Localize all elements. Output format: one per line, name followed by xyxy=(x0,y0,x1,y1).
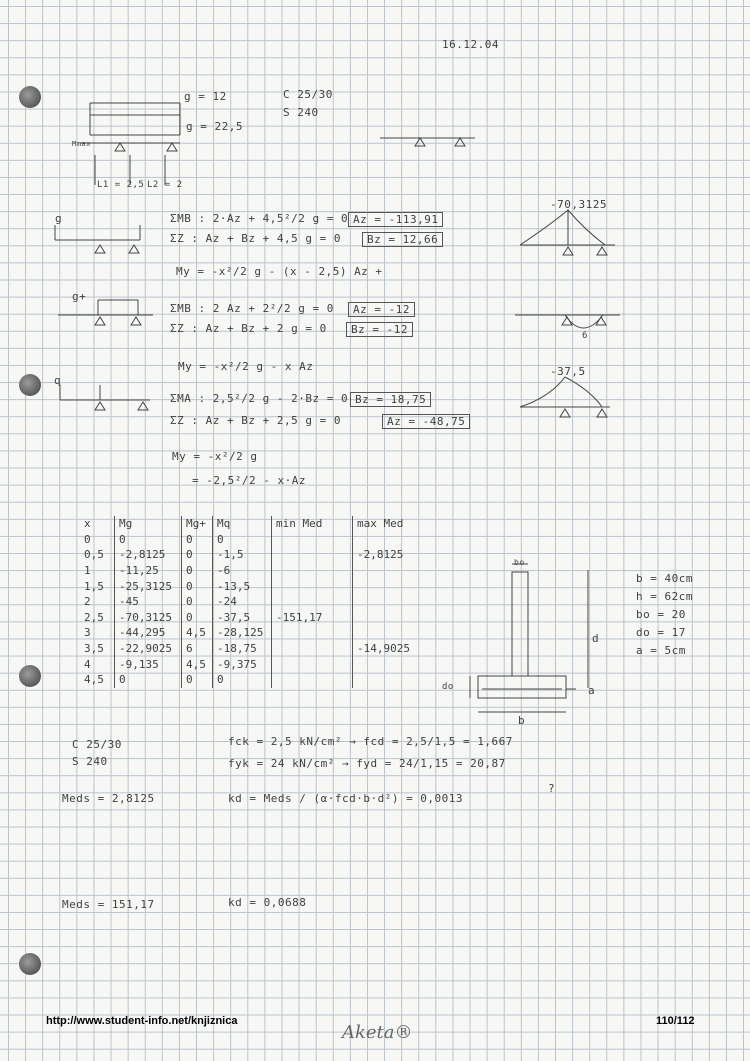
table-cell: 0 xyxy=(115,532,182,548)
table-cell: 0 xyxy=(182,532,213,548)
table-cell xyxy=(272,641,353,657)
date: 16.12.04 xyxy=(442,38,499,51)
calc-fyk: fyk = 24 kN/cm² → fyd = 24/1,15 = 20,87 xyxy=(228,757,506,770)
table-cell: -13,5 xyxy=(213,578,272,594)
table-cell xyxy=(353,672,442,688)
table-row xyxy=(80,578,441,594)
table-cell xyxy=(272,578,353,594)
table-cell xyxy=(353,563,442,579)
table-cell: -9,135 xyxy=(115,656,182,672)
table-cell xyxy=(353,594,442,610)
case-q-moment-eq1: My = -x²/2 g xyxy=(172,450,258,463)
table-cell: 0 xyxy=(84,532,91,546)
section-label-bo: bo xyxy=(514,558,525,567)
calc-fck: fck = 2,5 kN/cm² → fcd = 2,5/1,5 = 1,667 xyxy=(228,735,513,748)
case-gplus-moment-eq: My = -x²/2 g - x Az xyxy=(178,360,314,373)
table-row xyxy=(80,641,441,657)
table-cell: 0 xyxy=(182,672,213,688)
label-span1: L1 = 2,5 xyxy=(97,180,145,190)
table-cell: 4,5 xyxy=(182,625,213,641)
table-header: Mq xyxy=(213,516,272,532)
table-cell: -22,9025 xyxy=(115,641,182,657)
table-row xyxy=(80,594,441,610)
table-cell: -14,9025 xyxy=(353,641,442,657)
table-cell: 0 xyxy=(182,563,213,579)
table-row xyxy=(80,672,441,688)
section-label-d: d xyxy=(592,632,600,645)
table-header: x xyxy=(84,517,91,531)
case-g-label: g xyxy=(55,212,63,225)
case-g-beam xyxy=(50,225,150,260)
calc-question: ? xyxy=(548,782,556,795)
table-cell: 3,5 xyxy=(84,642,104,656)
case-gplus-result-bz: Bz = -12 xyxy=(346,322,413,337)
table-cell: 6 xyxy=(182,641,213,657)
case-q-moment-diagram xyxy=(520,372,620,427)
table-cell xyxy=(353,532,442,548)
label-span2: L2 = 2 xyxy=(147,180,183,190)
table-cell: 4,5 xyxy=(84,673,104,687)
case-g-result-az: Az = -113,91 xyxy=(348,212,443,227)
case-gplus-eq1: ΣMB : 2 Az + 2²/2 g = 0 xyxy=(170,302,334,315)
binder-hole xyxy=(19,665,41,687)
table-row xyxy=(80,547,441,563)
case-gplus-beam xyxy=(58,295,158,330)
moment-table xyxy=(80,516,441,688)
table-cell: 2 xyxy=(84,595,91,609)
table-cell xyxy=(353,610,442,626)
table-cell: 4,5 xyxy=(182,656,213,672)
table-row xyxy=(80,532,441,548)
case-q-beam xyxy=(55,380,155,425)
section-dim-do: do = 17 xyxy=(636,626,686,639)
table-cell: -24 xyxy=(213,594,272,610)
section-label-a: a xyxy=(588,684,596,697)
table-cell: -44,295 xyxy=(115,625,182,641)
case-q-diagram-value: -37,5 xyxy=(550,365,586,378)
case-gplus-diagram-value: 6 xyxy=(582,331,588,341)
calc-kd1: kd = Meds / (α·fcd·b·d²) = 0,0013 xyxy=(228,792,464,805)
label-g: g = 12 xyxy=(184,90,227,103)
case-q-result-bz: Bz = 18,75 xyxy=(350,392,431,407)
table-cell: 0 xyxy=(115,672,182,688)
table-cell xyxy=(272,656,353,672)
table-cell: 0 xyxy=(182,610,213,626)
table-cell: 0 xyxy=(182,547,213,563)
table-cell: -28,125 xyxy=(213,625,272,641)
section-label-do: do xyxy=(442,682,454,692)
calc-steel: S 240 xyxy=(72,755,108,768)
label-q: g = 22,5 xyxy=(186,120,243,133)
table-cell: -2,8125 xyxy=(353,547,442,563)
calc-meds2: Meds = 151,17 xyxy=(62,898,155,911)
binder-hole xyxy=(19,374,41,396)
table-cell xyxy=(272,594,353,610)
table-cell: 0 xyxy=(182,578,213,594)
table-cell xyxy=(272,625,353,641)
case-q-eq2: ΣZ : Az + Bz + 2,5 g = 0 xyxy=(170,414,341,427)
table-cell: 2,5 xyxy=(84,610,104,624)
section-label-b: b xyxy=(518,714,526,727)
table-cell xyxy=(353,656,442,672)
calc-concrete: C 25/30 xyxy=(72,738,122,751)
case-gplus-eq2: ΣZ : Az + Bz + 2 g = 0 xyxy=(170,322,327,335)
table-cell xyxy=(272,563,353,579)
table-cell: -37,5 xyxy=(213,610,272,626)
table-cell xyxy=(272,547,353,563)
case-g-eq1: ΣMB : 2·Az + 4,5²/2 g = 0 xyxy=(170,212,349,225)
section-dim-b: b = 40cm xyxy=(636,572,693,585)
table-cell: 0 xyxy=(213,672,272,688)
case-q-result-az: Az = -48,75 xyxy=(382,414,470,429)
table-cell: -45 xyxy=(115,594,182,610)
table-cell: -9,375 xyxy=(213,656,272,672)
case-q-eq1: ΣMA : 2,5²/2 g - 2·Bz = 0 xyxy=(170,392,349,405)
table-row xyxy=(80,563,441,579)
table-row xyxy=(80,656,441,672)
binder-hole xyxy=(19,953,41,975)
label-mmax: Mmax xyxy=(72,140,91,148)
case-gplus-result-az: Az = -12 xyxy=(348,302,415,317)
table-header: Mg+ xyxy=(182,516,213,532)
t-section-sketch xyxy=(450,560,610,730)
case-g-moment-eq: My = -x²/2 g - (x - 2,5) Az + xyxy=(176,265,383,278)
table-cell: 1 xyxy=(84,564,91,578)
case-g-result-bz: Bz = 12,66 xyxy=(362,232,443,247)
table-cell xyxy=(353,625,442,641)
section-dim-bo: bo = 20 xyxy=(636,608,686,621)
table-header: min Med xyxy=(272,516,353,532)
table-header: max Med xyxy=(353,516,442,532)
table-cell: -11,25 xyxy=(115,563,182,579)
table-cell: -25,3125 xyxy=(115,578,182,594)
case-g-diagram-value: -70,3125 xyxy=(550,198,607,211)
footer-url: http://www.student-info.net/knjiznica xyxy=(46,1015,238,1027)
table-cell: 0,5 xyxy=(84,548,104,562)
case-q-moment-eq2: = -2,5²/2 - x·Az xyxy=(192,474,306,487)
table-cell xyxy=(353,578,442,594)
beam-sketch xyxy=(380,134,480,154)
case-g-moment-diagram xyxy=(520,205,620,260)
table-cell: -2,8125 xyxy=(115,547,182,563)
table-cell: -1,5 xyxy=(213,547,272,563)
table-cell xyxy=(272,672,353,688)
logo: Aketa® xyxy=(342,1022,413,1043)
table-cell: -151,17 xyxy=(272,610,353,626)
page-number: 110/112 xyxy=(656,1015,695,1027)
table-cell: -18,75 xyxy=(213,641,272,657)
binder-hole xyxy=(19,86,41,108)
table-cell xyxy=(272,532,353,548)
table-cell: -70,3125 xyxy=(115,610,182,626)
case-gplus-label: g+ xyxy=(72,290,87,303)
calc-kd2: kd = 0,0688 xyxy=(228,896,307,909)
table-cell: 0 xyxy=(182,594,213,610)
table-cell: 0 xyxy=(213,532,272,548)
case-gplus-moment-diagram xyxy=(515,305,625,345)
material-concrete: C 25/30 xyxy=(283,88,333,101)
table-header: Mg xyxy=(115,516,182,532)
case-q-label: q xyxy=(54,374,62,387)
section-dim-a: a = 5cm xyxy=(636,644,686,657)
calc-meds1: Meds = 2,8125 xyxy=(62,792,155,805)
material-steel: S 240 xyxy=(283,106,319,119)
table-cell: 1,5 xyxy=(84,579,104,593)
table-header-row xyxy=(80,516,441,532)
table-cell: -6 xyxy=(213,563,272,579)
table-row xyxy=(80,625,441,641)
section-dim-h: h = 62cm xyxy=(636,590,693,603)
table-cell: 3 xyxy=(84,626,91,640)
table-cell: 4 xyxy=(84,657,91,671)
table-row xyxy=(80,610,441,626)
case-g-eq2: ΣZ : Az + Bz + 4,5 g = 0 xyxy=(170,232,341,245)
